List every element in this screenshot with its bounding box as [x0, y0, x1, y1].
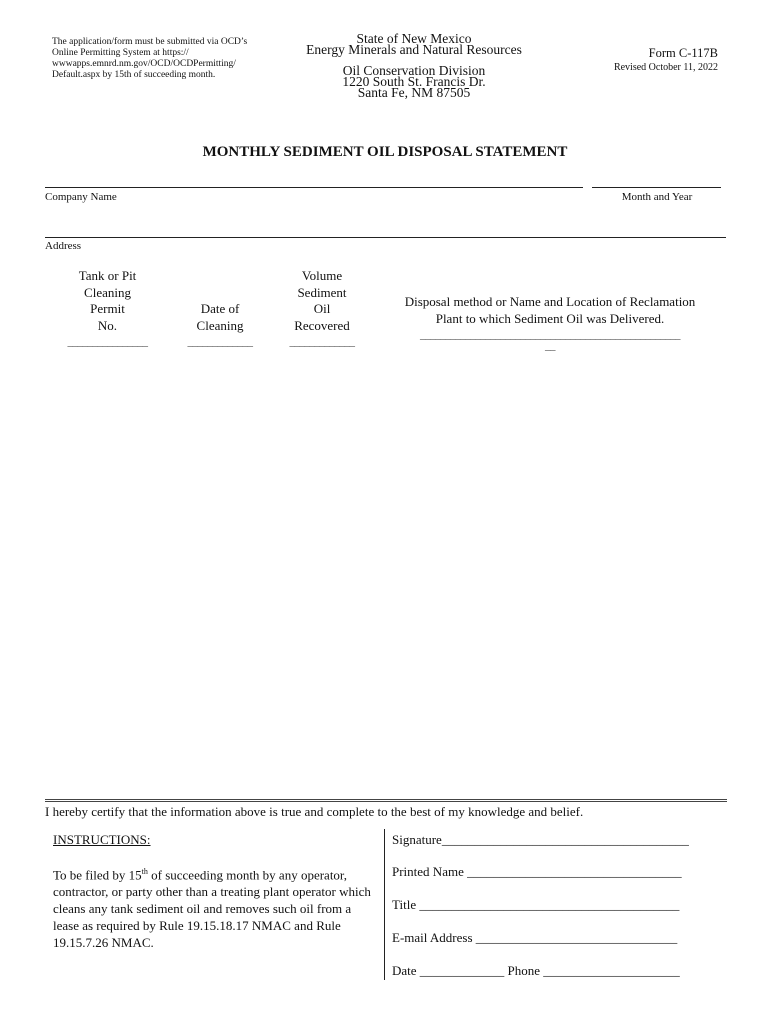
column-disposal-underline: ____________________________________________________: [420, 329, 680, 341]
company-name-line[interactable]: [45, 187, 583, 188]
form-title: MONTHLY SEDIMENT OIL DISPOSAL STATEMENT: [202, 144, 568, 160]
column-volume-line: Oil: [313, 301, 331, 316]
agency-city: Santa Fe, NM 87505: [357, 85, 471, 100]
agency-street: 1220 South St. Francis Dr.: [342, 74, 486, 89]
column-date-line: Cleaning: [196, 317, 244, 333]
column-date-line: Date of: [200, 301, 240, 316]
signature-divider: [384, 829, 385, 980]
column-disposal-line: Plant to which Sediment Oil was Delivered.: [435, 310, 665, 326]
month-year-label: Month and Year: [621, 191, 693, 203]
column-volume-line: Volume: [301, 268, 343, 283]
date-field[interactable]: Date _____________: [392, 963, 505, 978]
column-permit-no: [52, 268, 163, 351]
form-number: Form C-117B: [648, 46, 718, 60]
address-line[interactable]: [45, 237, 726, 238]
column-volume-recovered: [277, 268, 367, 351]
signature-field[interactable]: Signature______________________________________: [392, 832, 689, 847]
revision-date: Revised October 11, 2022: [613, 62, 718, 73]
column-permit-line: Tank or Pit: [78, 268, 137, 283]
instructions-text-start: To be filed by 15: [53, 867, 142, 883]
title-field[interactable]: Title ________________________________________: [392, 897, 680, 912]
notice-line: Online Permitting System at https://: [52, 48, 189, 58]
notice-line: wwwapps.emnrd.nm.gov/OCD/OCDPermitting/: [52, 59, 236, 69]
column-volume-line: Recovered: [294, 317, 350, 333]
column-date-underline: _____________: [187, 336, 253, 348]
column-permit-line: Permit: [90, 301, 125, 316]
instructions-heading: INSTRUCTIONS:: [53, 832, 151, 847]
certification-statement: I hereby certify that the information above is true and complete to the best of my knowledge and belief.: [45, 804, 584, 819]
column-disposal-line: Disposal method or Name and Location of Reclamation: [404, 294, 696, 309]
entries-area[interactable]: [45, 350, 726, 795]
month-year-line[interactable]: [592, 187, 721, 188]
column-disposal-underline-tail: __: [545, 339, 555, 352]
company-name-label: Company Name: [45, 191, 117, 203]
instructions-text: [53, 863, 378, 951]
notice-line: Default.aspx by 15th of succeeding month.: [52, 70, 216, 80]
instructions-ordinal: th: [141, 867, 148, 876]
agency-division: Oil Conservation Division: [342, 63, 486, 78]
agency-state: State of New Mexico: [356, 31, 472, 46]
phone-field[interactable]: Phone _____________________: [507, 963, 680, 978]
certification-divider: [45, 799, 727, 802]
column-volume-line: Sediment: [297, 284, 347, 300]
notice-line: The application/form must be submitted via OCD’s: [52, 37, 248, 47]
submission-notice: [52, 37, 267, 81]
instructions-text-rest: of succeeding month by any operator, contractor, or party other than a treating plant operator which cleans any tank sediment oil and removes such oil from a lease as required by Rule 19.15.18.17 NMAC and Rule 19.15.7.26 NMAC.: [53, 867, 371, 951]
column-disposal-method: [380, 294, 720, 354]
email-field[interactable]: E-mail Address _______________________________: [392, 930, 678, 945]
column-permit-line: Cleaning: [84, 284, 131, 300]
column-permit-underline: ________________: [67, 336, 148, 348]
date-phone-row: [392, 963, 680, 979]
column-volume-underline: _____________: [289, 336, 355, 348]
column-permit-line: No.: [97, 317, 118, 333]
agency-department: Energy Minerals and Natural Resources: [306, 42, 522, 57]
printed-name-field[interactable]: Printed Name _________________________________: [392, 864, 682, 879]
agency-block: [290, 33, 538, 98]
column-date-of-cleaning: [175, 301, 265, 351]
address-label: Address: [45, 240, 82, 252]
